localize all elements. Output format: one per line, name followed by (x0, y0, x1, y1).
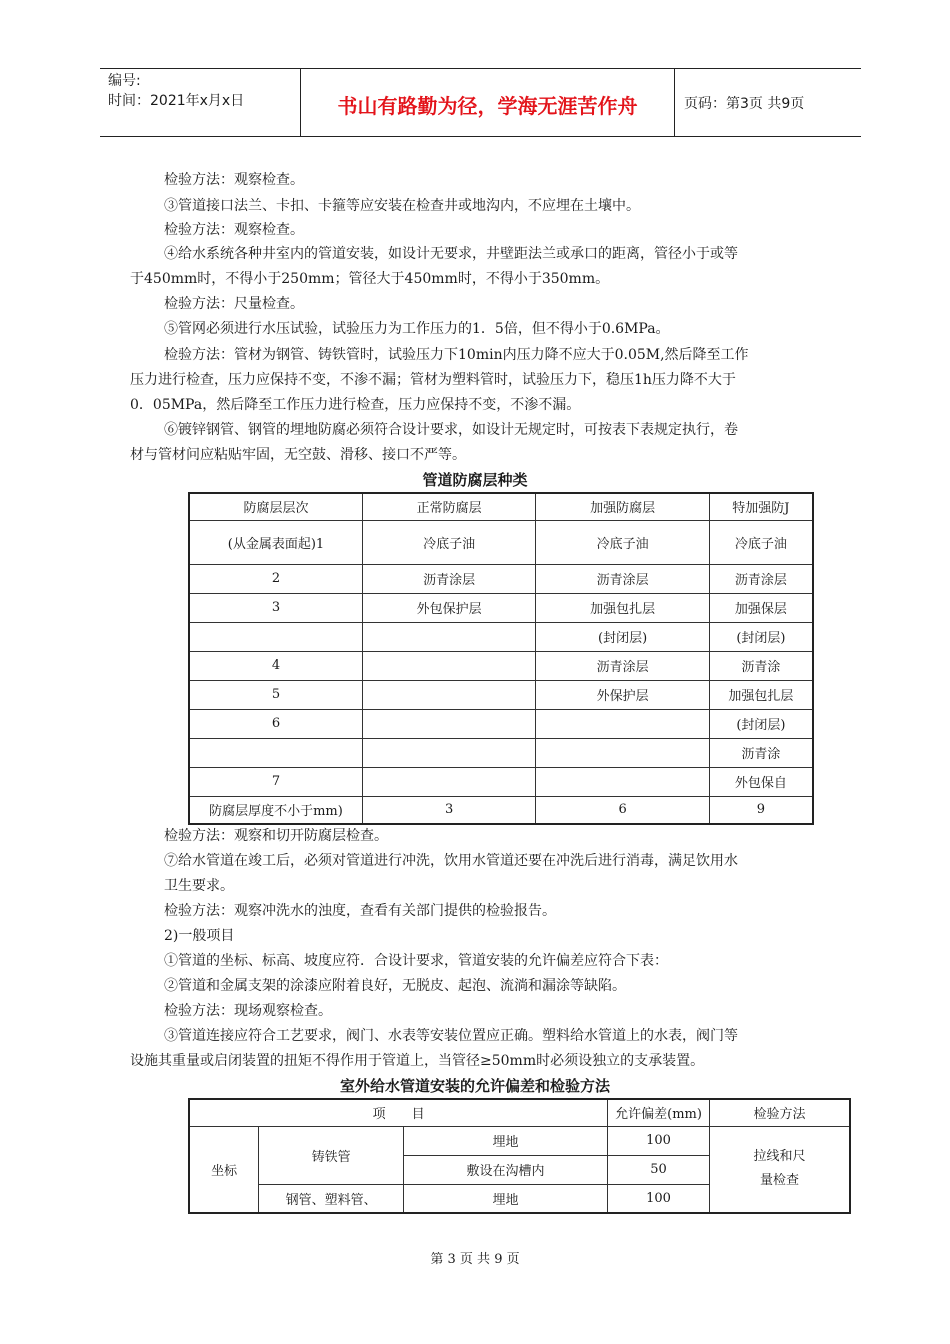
table-header-cell: 正常防腐层 (362, 493, 535, 520)
table-header-cell: 防腐层层次 (189, 493, 362, 520)
table-cell: 100 (608, 1184, 710, 1213)
time-label: 时间：2021年x月x日 (108, 93, 245, 109)
text-line: 0．05MPa，然后降至工作压力进行检查，压力应保持不变，不渗不漏。 (130, 397, 581, 413)
table-cell: 坐标 (189, 1126, 259, 1213)
table-cell: 7 (189, 767, 362, 796)
table-cell: 冷底子油 (362, 520, 535, 564)
text-line: ⑥镀锌钢管、钢管的埋地防腐必须符合设计要求，如设计无规定时，可按表下表规定执行，卷 (164, 422, 738, 438)
table-cell: 6 (536, 796, 709, 824)
table-cell: 100 (608, 1126, 710, 1155)
header-divider (674, 69, 675, 136)
table-row (189, 520, 813, 564)
anticorrosion-table (188, 492, 814, 825)
table-cell (362, 651, 535, 680)
table-cell: 外包保自 (709, 767, 813, 796)
table-cell (362, 709, 535, 738)
table-cell: 拉线和尺 量检查 (709, 1126, 850, 1213)
table-cell (189, 622, 362, 651)
table-cell (536, 767, 709, 796)
text-line: 检验方法：现场观察检查。 (164, 1003, 332, 1019)
text-line: 设施其重量或启闭装置的扭矩不得作用于管道上，当管径≥50mm时必须设独立的支承装置。 (130, 1053, 705, 1069)
table-cell: 沥青涂层 (709, 564, 813, 593)
text-line: ①管道的坐标、标高、坡度应符．合设计要求，管道安装的允许偏差应符合下表： (164, 953, 668, 969)
text-line: 检验方法：观察检查。 (164, 222, 304, 238)
table-cell: 2 (189, 564, 362, 593)
table-cell: 敷设在沟槽内 (403, 1155, 607, 1184)
text-line: 材与管材问应粘贴牢固，无空鼓、滑移、接口不严等。 (130, 447, 466, 463)
table-cell (362, 738, 535, 767)
text-line: ⑦给水管道在竣工后，必须对管道进行冲洗，饮用水管道还要在冲洗后进行消毒，满足饮用水 (164, 853, 738, 869)
text-line: ②管道和金属支架的涂漆应附着良好，无脱皮、起泡、流淌和漏涂等缺陷。 (164, 978, 626, 994)
table-cell: 埋地 (403, 1126, 607, 1155)
table-cell: (封闭层) (536, 622, 709, 651)
text-line: 检验方法：管材为钢管、铸铁管时，试验压力下10min内压力降不应大于0.05M,然后降至工作 (164, 347, 749, 363)
table-row (189, 564, 813, 593)
table-cell: 外保护层 (536, 680, 709, 709)
table-cell: 埋地 (403, 1184, 607, 1213)
text-line: ③管道接口法兰、卡扣、卡箍等应安装在检查井或地沟内，不应埋在土壤中。 (164, 198, 640, 214)
text-line: 检验方法：观察检查。 (164, 172, 304, 188)
table-cell (362, 680, 535, 709)
header-page-label: 页码：第3页 共9页 (684, 96, 805, 112)
table-cell: 冷底子油 (536, 520, 709, 564)
table-row (189, 767, 813, 796)
text-line: 压力进行检查，压力应保持不变，不渗不漏；管材为塑料管时，试验压力下，稳压1h压力降不大于 (130, 372, 736, 388)
table-cell: 加强包扎层 (709, 680, 813, 709)
table-header-cell: 项 目 (189, 1099, 608, 1126)
table-cell (536, 738, 709, 767)
table-cell: 6 (189, 709, 362, 738)
table-header-cell: 加强防腐层 (536, 493, 709, 520)
table-header-row (189, 493, 813, 520)
table-cell: 铸铁管 (259, 1126, 404, 1184)
table-cell: 3 (189, 593, 362, 622)
header-meta (108, 71, 244, 111)
text-line: 卫生要求。 (164, 878, 234, 894)
table-cell (536, 709, 709, 738)
table-cell (362, 622, 535, 651)
table2-caption: 室外给水管道安装的允许偏差和检验方法 (339, 1077, 610, 1095)
table-header-cell: 特加强防J (709, 493, 813, 520)
table-row (189, 709, 813, 738)
table-cell: 防腐层厚度不小于mm) (189, 796, 362, 824)
header-motto: 书山有路勤为径，学海无涯苦作舟 (337, 94, 638, 118)
table-row (189, 796, 813, 824)
table-cell: 钢管、塑料管、 (259, 1184, 404, 1213)
text-line: 2)一般项目 (164, 928, 235, 944)
table-cell: (封闭层) (709, 709, 813, 738)
table-cell: 沥青涂层 (362, 564, 535, 593)
table-cell: 沥青涂层 (536, 564, 709, 593)
table-cell: 冷底子油 (709, 520, 813, 564)
table-row (189, 593, 813, 622)
table-cell: 5 (189, 680, 362, 709)
page-footer: 第 3 页 共 9 页 (430, 1252, 520, 1267)
table-cell: (从金属表面起)1 (189, 520, 362, 564)
table-cell: 沥青涂 (709, 651, 813, 680)
text-line: ③管道连接应符合工艺要求，阀门、水表等安装位置应正确。塑料给水管道上的水表，阀门等 (164, 1028, 738, 1044)
table-row (189, 651, 813, 680)
table-row (189, 680, 813, 709)
table-cell (362, 767, 535, 796)
table-row (189, 1126, 850, 1155)
text-line: ⑤管网必须进行水压试验，试验压力为工作压力的1．5倍，但不得小于0.6MPa。 (164, 321, 670, 337)
text-line: ④给水系统各种井室内的管道安装，如设计无要求，井壁距法兰或承口的距离，管径小于或等 (164, 246, 738, 262)
table-cell: 9 (709, 796, 813, 824)
table-header-cell: 允许偏差(mm) (608, 1099, 710, 1126)
table-cell: 50 (608, 1155, 710, 1184)
text-line: 检验方法：尺量检查。 (164, 296, 304, 312)
table-cell: 外包保护层 (362, 593, 535, 622)
table-cell: 加强保层 (709, 593, 813, 622)
number-label: 编号: (108, 73, 141, 89)
table-row (189, 738, 813, 767)
table1-caption: 管道防腐层种类 (422, 471, 528, 489)
page-header (100, 68, 861, 137)
table-row (189, 622, 813, 651)
table-cell: 沥青涂层 (536, 651, 709, 680)
table-header-cell: 检验方法 (709, 1099, 850, 1126)
tolerance-table (188, 1098, 851, 1214)
text-line: 检验方法：观察冲洗水的浊度，查看有关部门提供的检验报告。 (164, 903, 556, 919)
table-cell: 3 (362, 796, 535, 824)
table-cell: 加强包扎层 (536, 593, 709, 622)
table-cell: (封闭层) (709, 622, 813, 651)
table-cell: 4 (189, 651, 362, 680)
text-line: 检验方法：观察和切开防腐层检查。 (164, 828, 388, 844)
table-cell: 沥青涂 (709, 738, 813, 767)
text-line: 于450mm时，不得小于250mm；管径大于450mm时，不得小于350mm。 (130, 271, 610, 287)
table-cell (189, 738, 362, 767)
table-header-row (189, 1099, 850, 1126)
